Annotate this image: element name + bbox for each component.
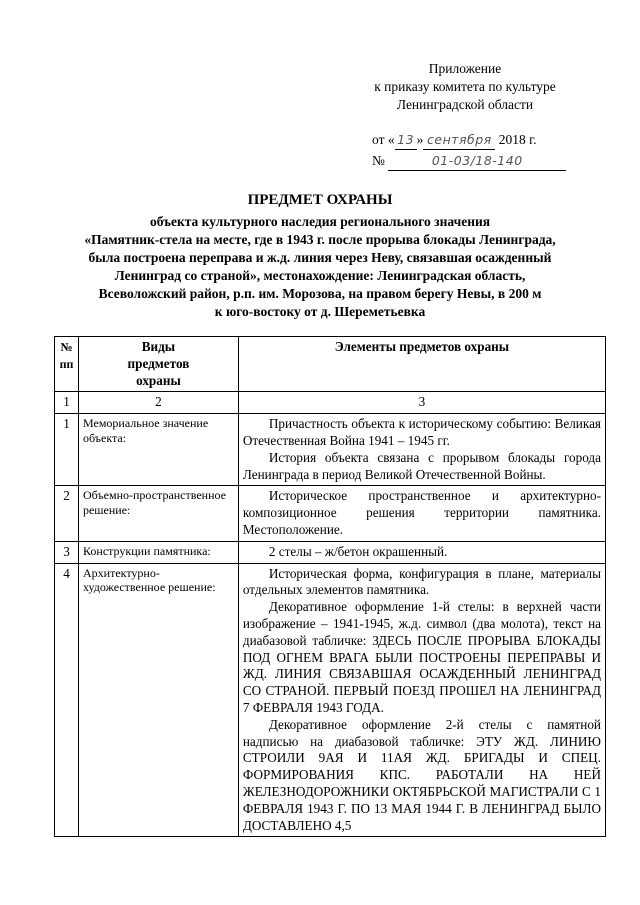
row-kind: Архитектурно-художественное решение:: [78, 563, 238, 837]
date-day: 13: [395, 131, 417, 150]
index-cell: 1: [55, 392, 79, 414]
appendix-block: [340, 60, 590, 114]
header-num: № пп: [55, 337, 79, 392]
row-kind: Мемориальное значение объекта:: [78, 414, 238, 486]
heading-line: была построена переправа и ж.д. линия через Неву, связавшая осажденный: [88, 250, 552, 265]
date-month: сентября: [423, 131, 495, 150]
row-elements: [238, 486, 605, 541]
element-paragraph: 2 стелы – ж/бетон окрашенный.: [268, 543, 448, 559]
protection-table: [54, 336, 606, 837]
heading-line: к юго-востоку от д. Шереметьевка: [214, 304, 426, 319]
appendix-line-1: Приложение: [428, 61, 502, 76]
element-paragraph: Причастность объекта к историческому событию: Великая Отечественная Война 1941 – 1945 гг.: [242, 416, 601, 448]
table-row: [55, 486, 606, 541]
element-paragraph: Декоративное оформление 1-й стелы: в верхней части изображение – 1941-1945, ж.д. символ (два молота), текст на диабазовой табличке: ЗДЕСЬ ПОСЛЕ ПРОРЫВА БЛОКАДЫ ПОД ОГНЕМ ВРАГА БЫЛИ ПОСТРОЕНЫ ПЕРЕПРАВЫ И ЖД. ЛИНИЯ СВЯЗАВШАЯ ОСАЖДЕННЫЙ ЛЕНИНГРАД СО СТРАНОЙ. ПЕРВЫЙ ПОЕЗД ПРОШЕЛ НА ЛЕНИНГРАД 7 ФЕВРАЛЯ 1943 ГОДА.: [242, 599, 601, 715]
row-number: 4: [55, 563, 79, 837]
appendix-line-3: Ленинградской области: [396, 97, 534, 112]
row-number: 3: [55, 541, 79, 563]
row-kind: Конструкции памятника:: [78, 541, 238, 563]
heading-line: Всеволожский район, р.п. им. Морозова, на правом берегу Невы, в 200 м: [98, 286, 542, 301]
index-cell: 3: [238, 392, 605, 414]
order-number: [372, 152, 592, 171]
heading-line: Ленинград со страной», местонахождение: Ленинградская область,: [114, 268, 526, 283]
row-number: 2: [55, 486, 79, 541]
table-header-row: [55, 337, 606, 392]
element-paragraph: История объекта связана с прорывом блокады города Ленинграда в период Великой Отечественной Войны.: [242, 449, 601, 482]
date-year: 2018 г.: [498, 132, 537, 147]
element-paragraph: Историческая форма, конфигурация в плане, материалы отдельных элементов памятника.: [242, 565, 601, 598]
number-value: 01-03/18-140: [388, 152, 566, 171]
row-kind: Объемно-пространственное решение:: [78, 486, 238, 541]
table-index-row: [55, 392, 606, 414]
order-dateline: [372, 131, 592, 171]
heading-line: «Памятник-стела на месте, где в 1943 г. после прорыва блокады Ленинграда,: [84, 232, 556, 247]
table-row: [55, 563, 606, 837]
table-row: [55, 541, 606, 563]
date-prefix: от «: [372, 132, 395, 147]
table-row: [55, 414, 606, 486]
row-elements: [238, 541, 605, 563]
document-heading: [40, 190, 600, 321]
row-elements: [238, 563, 605, 837]
element-paragraph: Декоративное оформление 2-й стелы с памятной надписью на диабазовой табличке: ЭТУ ЖД. ЛИНИЮ СТРОИЛИ 9АЯ И 11АЯ ЖД. БРИГАДЫ И СПЕЦ. ФОРМИРОВАНИЯ КПС. РАБОТАЛИ НА НЕЙ ЖЕЛЕЗНОДОРОЖНИКИ ОКТЯБРЬСКОЙ МАГИСТРАЛИ С 1 ФЕВРАЛЯ 1943 Г. ПО 13 МАЯ 1944 Г. В ЛЕНИНГРАД БЫЛО ДОСТАВЛЕНО 4,5: [242, 716, 601, 833]
row-number: 1: [55, 414, 79, 486]
number-label: №: [372, 153, 385, 168]
document-title: ПРЕДМЕТ ОХРАНЫ: [247, 192, 393, 208]
element-paragraph: Историческое пространственное и архитектурно-композиционное решения территории памятника. Местоположение.: [242, 488, 601, 537]
header-kind: Виды предметов охраны: [78, 337, 238, 392]
date-mid: »: [416, 132, 424, 147]
index-cell: 2: [78, 392, 238, 414]
header-elements: Элементы предметов охраны: [238, 337, 605, 392]
heading-line: объекта культурного наследия регионального значения: [149, 214, 491, 229]
order-date: [372, 131, 592, 150]
row-elements: [238, 414, 605, 486]
appendix-line-2: к приказу комитета по культуре: [374, 79, 556, 94]
